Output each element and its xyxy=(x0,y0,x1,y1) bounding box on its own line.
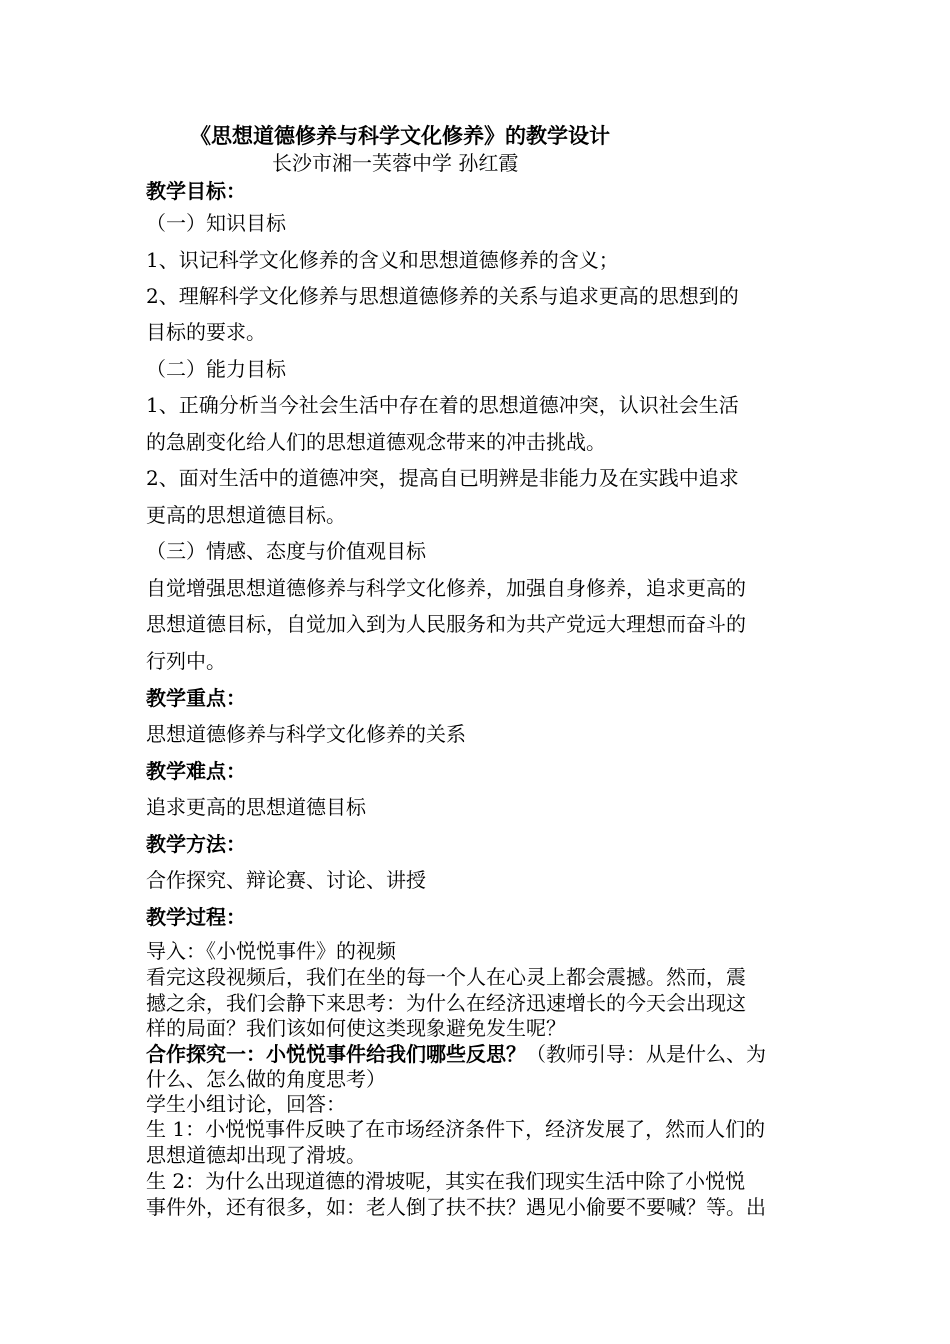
paragraph1-line1: 看完这段视频后，我们在坐的每一个人在心灵上都会震撼。然而，震 xyxy=(146,965,746,989)
student2-line1: 生 2：为什么出现道德的滑坡呢，其实在我们现实生活中除了小悦悦 xyxy=(146,1169,746,1193)
group-discuss: 学生小组讨论，回答： xyxy=(146,1092,346,1116)
student1-line1: 生 1：小悦悦事件反映了在市场经济条件下，经济发展了，然而人们的 xyxy=(146,1117,766,1141)
goal1-item1: 1、识记科学文化修养的含义和思想道德修养的含义； xyxy=(146,248,619,272)
process-heading: 教学过程： xyxy=(146,905,246,929)
paragraph1-line2: 撼之余，我们会静下来思考：为什么在经济迅速增长的今天会出现这 xyxy=(146,991,746,1015)
paragraph1-line3: 样的局面？我们该如何使这类现象避免发生呢？ xyxy=(146,1016,566,1040)
student1-line2: 思想道德却出现了滑坡。 xyxy=(146,1143,366,1167)
doc-title: 《思想道德修养与科学文化修养》的教学设计 xyxy=(190,123,610,148)
inquiry1-line2: 什么、怎么做的角度思考） xyxy=(146,1067,386,1091)
goal3-line2: 思想道德目标，自觉加入到为人民服务和为共产党远大理想而奋斗的 xyxy=(146,612,746,636)
goal2-item1-line1: 1、正确分析当今社会生活中存在着的思想道德冲突，认识社会生活 xyxy=(146,393,739,417)
goal1-item2-line1: 2、理解科学文化修养与思想道德修养的关系与追求更高的思想到的 xyxy=(146,284,739,308)
key-heading: 教学重点： xyxy=(146,686,246,710)
goal1-item2-line2: 目标的要求。 xyxy=(146,320,266,344)
goal3-line3: 行列中。 xyxy=(146,649,226,673)
method-text: 合作探究、辩论赛、讨论、讲授 xyxy=(146,868,426,892)
student2-line2: 事件外，还有很多，如：老人倒了扶不扶？遇见小偷要不要喊？等。出 xyxy=(146,1195,766,1219)
doc-subtitle: 长沙市湘一芙蓉中学 孙红霞 xyxy=(272,151,519,175)
key-text: 思想道德修养与科学文化修养的关系 xyxy=(146,722,466,746)
difficulty-text: 追求更高的思想道德目标 xyxy=(146,795,366,819)
inquiry1-line1 xyxy=(146,1041,766,1067)
goal2-item1-line2: 的急剧变化给人们的思想道德观念带来的冲击挑战。 xyxy=(146,430,606,454)
goal2-item2-line2: 更高的思想道德目标。 xyxy=(146,503,346,527)
difficulty-heading: 教学难点： xyxy=(146,759,246,783)
goal2-heading: （二）能力目标 xyxy=(146,357,286,381)
goal2-item2-line1: 2、面对生活中的道德冲突，提高自已明辨是非能力及在实践中追求 xyxy=(146,466,739,490)
goals-heading: 教学目标： xyxy=(146,179,246,203)
goal3-heading: （三）情感、态度与价值观目标 xyxy=(146,539,426,563)
method-heading: 教学方法： xyxy=(146,832,246,856)
intro-line: 导入：《小悦悦事件》的视频 xyxy=(146,939,396,963)
goal3-line1: 自觉增强思想道德修养与科学文化修养，加强自身修养，追求更高的 xyxy=(146,576,746,600)
goal1-heading: （一）知识目标 xyxy=(146,211,286,235)
inquiry1-rest: （教师引导：从是什么、为 xyxy=(526,1042,766,1066)
inquiry1-bold: 合作探究一：小悦悦事件给我们哪些反思？ xyxy=(146,1042,526,1066)
